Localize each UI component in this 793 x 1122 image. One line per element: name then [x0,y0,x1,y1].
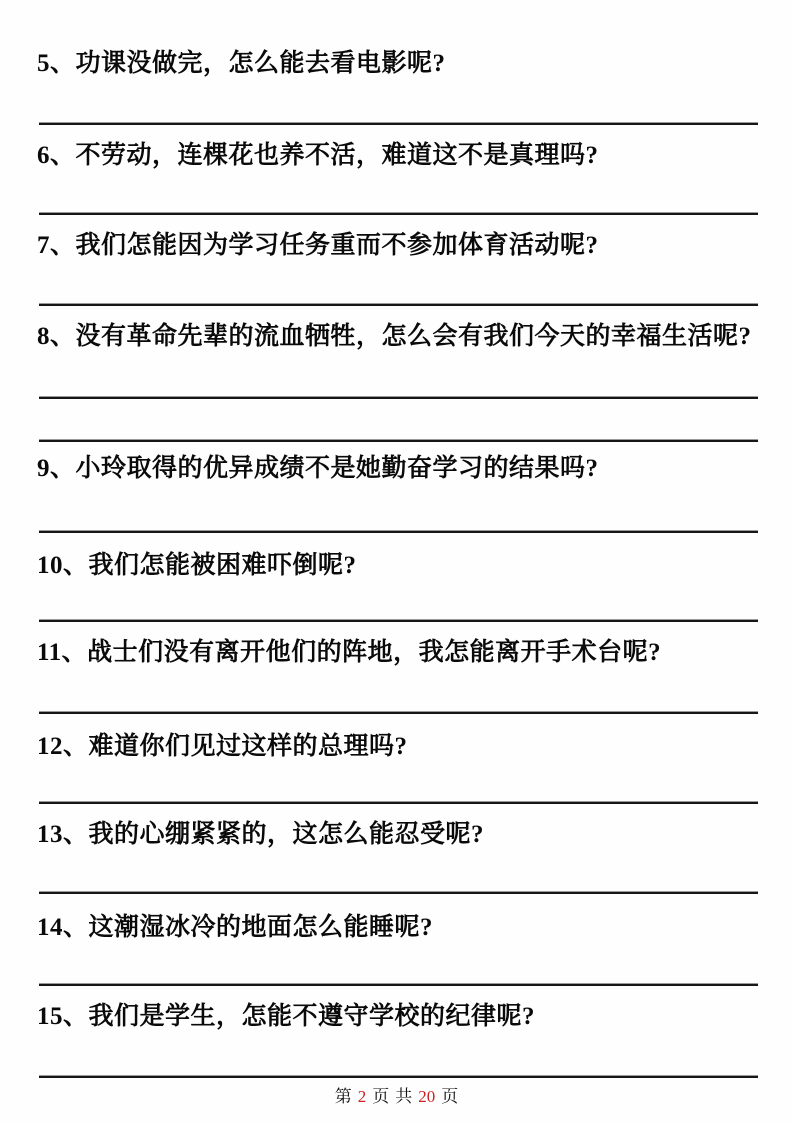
footer-label-total: 共 [395,1087,413,1106]
question-10: 10、我们怎能被困难吓倒呢? [37,552,357,579]
question-15: 15、我们是学生，怎能不遵守学校的纪律呢? [37,1003,536,1030]
footer-label-total-unit: 页 [441,1087,459,1106]
answer-line [39,122,758,125]
question-12: 12、难道你们见过这样的总理吗? [37,733,408,760]
question-14: 14、这潮湿冰冷的地面怎么能睡呢? [37,914,434,941]
question-5: 5、功课没做完，怎么能去看电影呢? [37,50,446,77]
answer-line [39,801,758,804]
footer-label-page: 第 [334,1087,352,1106]
answer-line [39,711,758,714]
footer-label-page-unit: 页 [372,1087,390,1106]
answer-line [39,439,758,442]
question-13: 13、我的心绷紧紧的，这怎么能忍受呢? [37,821,485,848]
answer-line [39,303,758,306]
current-page-number: 2 [357,1087,367,1106]
answer-line [39,1075,758,1078]
answer-line [39,983,758,986]
question-7: 7、我们怎能因为学习任务重而不参加体育活动呢? [37,232,599,259]
answer-line [39,396,758,399]
total-page-number: 20 [418,1087,436,1106]
question-11: 11、战士们没有离开他们的阵地，我怎能离开手术台呢? [37,639,662,666]
answer-line [39,530,758,533]
page-footer [0,1087,793,1107]
question-6: 6、不劳动，连棵花也养不活，难道这不是真理吗? [37,142,599,169]
answer-line [39,212,758,215]
answer-line [39,891,758,894]
answer-line [39,619,758,622]
question-9: 9、小玲取得的优异成绩不是她勤奋学习的结果吗? [37,455,599,482]
question-8: 8、没有革命先辈的流血牺牲，怎么会有我们今天的幸福生活呢? [37,323,752,350]
